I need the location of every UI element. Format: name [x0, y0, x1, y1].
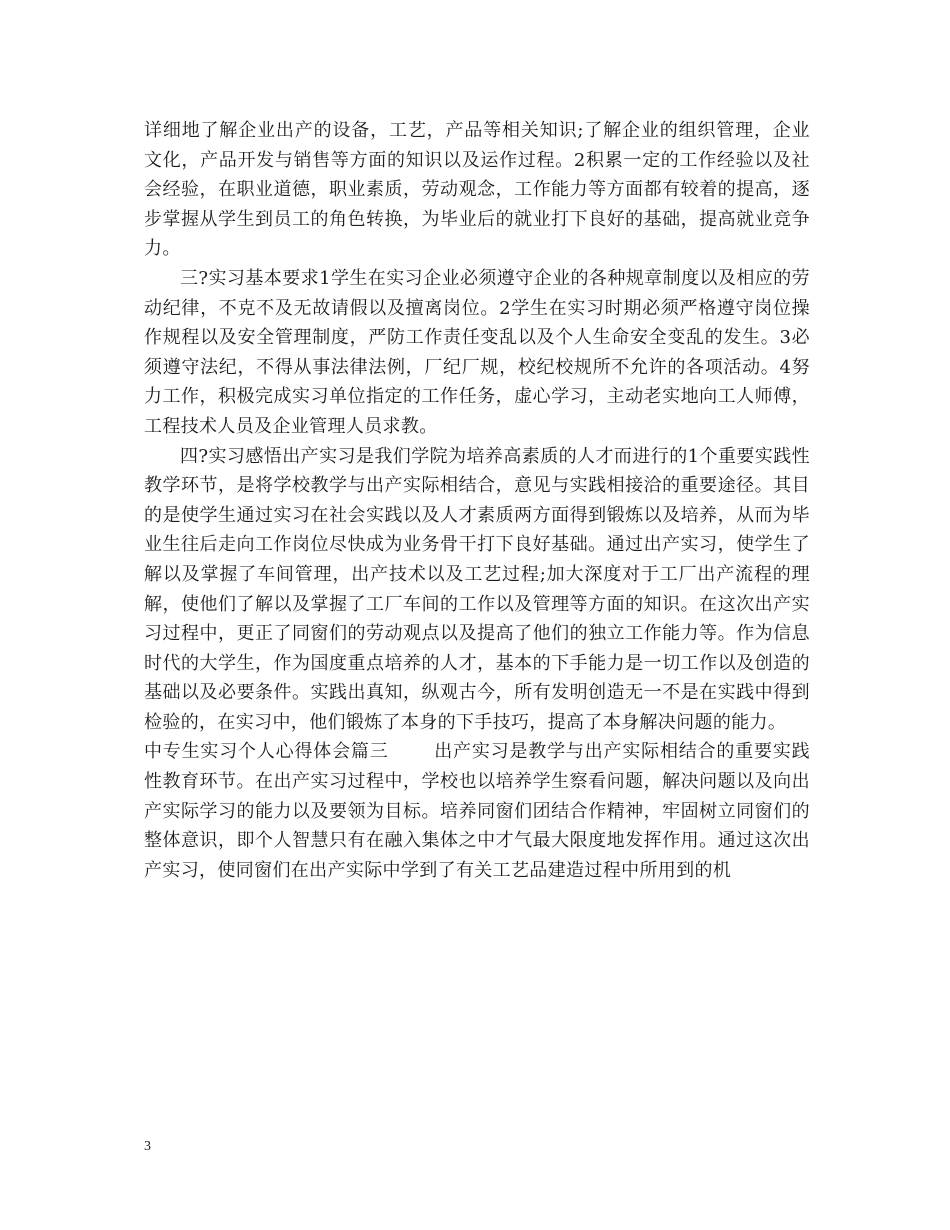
document-body	[144, 116, 810, 885]
paragraph-2	[144, 264, 810, 442]
paragraph-3	[144, 442, 810, 738]
paragraph-4-text: 出产实习是教学与出产实际相结合的重要实践性教育环节。在出产实习过程中，学校也以培养学生察看问题，解决问题以及向出产实际学习的能力以及要领为目标。培养同窗们团结合作精神，牢固树立同窗们的整体意识，即个人智慧只有在融入集体之中才气最大限度地发挥作用。通过这次出产实习，使同窗们在出产实际中学到了有关工艺品建造过程中所用到的机	[144, 741, 810, 881]
paragraph-4	[144, 737, 810, 885]
page-number: 3	[144, 1139, 151, 1154]
section-heading: 中专生实习个人心得体会篇三	[144, 741, 389, 763]
paragraph-2-text: 三?实习基本要求1学生在实习企业必须遵守企业的各种规章制度以及相应的劳动纪律，不克不及无故请假以及擅离岗位。2学生在实习时期必须严格遵守岗位操作规程以及安全管理制度，严防工作责任变乱以及个人生命安全变乱的发生。3必须遵守法纪，不得从事法律法例，厂纪厂规，校纪校规所不允许的各项活动。4努力工作，积极完成实习单位指定的工作任务，虚心学习，主动老实地向工人师傅，工程技术人员及企业管理人员求教。	[144, 267, 810, 437]
paragraph-1	[144, 116, 810, 264]
paragraph-1-text: 详细地了解企业出产的设备，工艺，产品等相关知识;了解企业的组织管理，企业文化，产品开发与销售等方面的知识以及运作过程。2积累一定的工作经验以及社会经验，在职业道德，职业素质，劳动观念，工作能力等方面都有较着的提高，逐步掌握从学生到员工的角色转换，为毕业后的就业打下良好的基础，提高就业竞争力。	[144, 120, 810, 260]
paragraph-3-text: 四?实习感悟出产实习是我们学院为培养高素质的人才而进行的1个重要实践性教学环节，是将学校教学与出产实际相结合，意见与实践相接洽的重要途径。其目的是使学生通过实习在社会实践以及人才素质两方面得到锻炼以及培养，从而为毕业生往后走向工作岗位尽快成为业务骨干打下良好基础。通过出产实习，使学生了解以及掌握了车间管理，出产技术以及工艺过程;加大深度对于工厂出产流程的理解，使他们了解以及掌握了工厂车间的工作以及管理等方面的知识。在这次出产实习过程中，更正了同窗们的劳动观点以及提高了他们的独立工作能力等。作为信息时代的大学生，作为国度重点培养的人才，基本的下手能力是一切工作以及创造的基础以及必要条件。实践出真知，纵观古今，所有发明创造无一不是在实践中得到检验的，在实习中，他们锻炼了本身的下手技巧，提高了本身解决问题的能力。	[144, 445, 810, 733]
heading-gap	[389, 741, 435, 762]
